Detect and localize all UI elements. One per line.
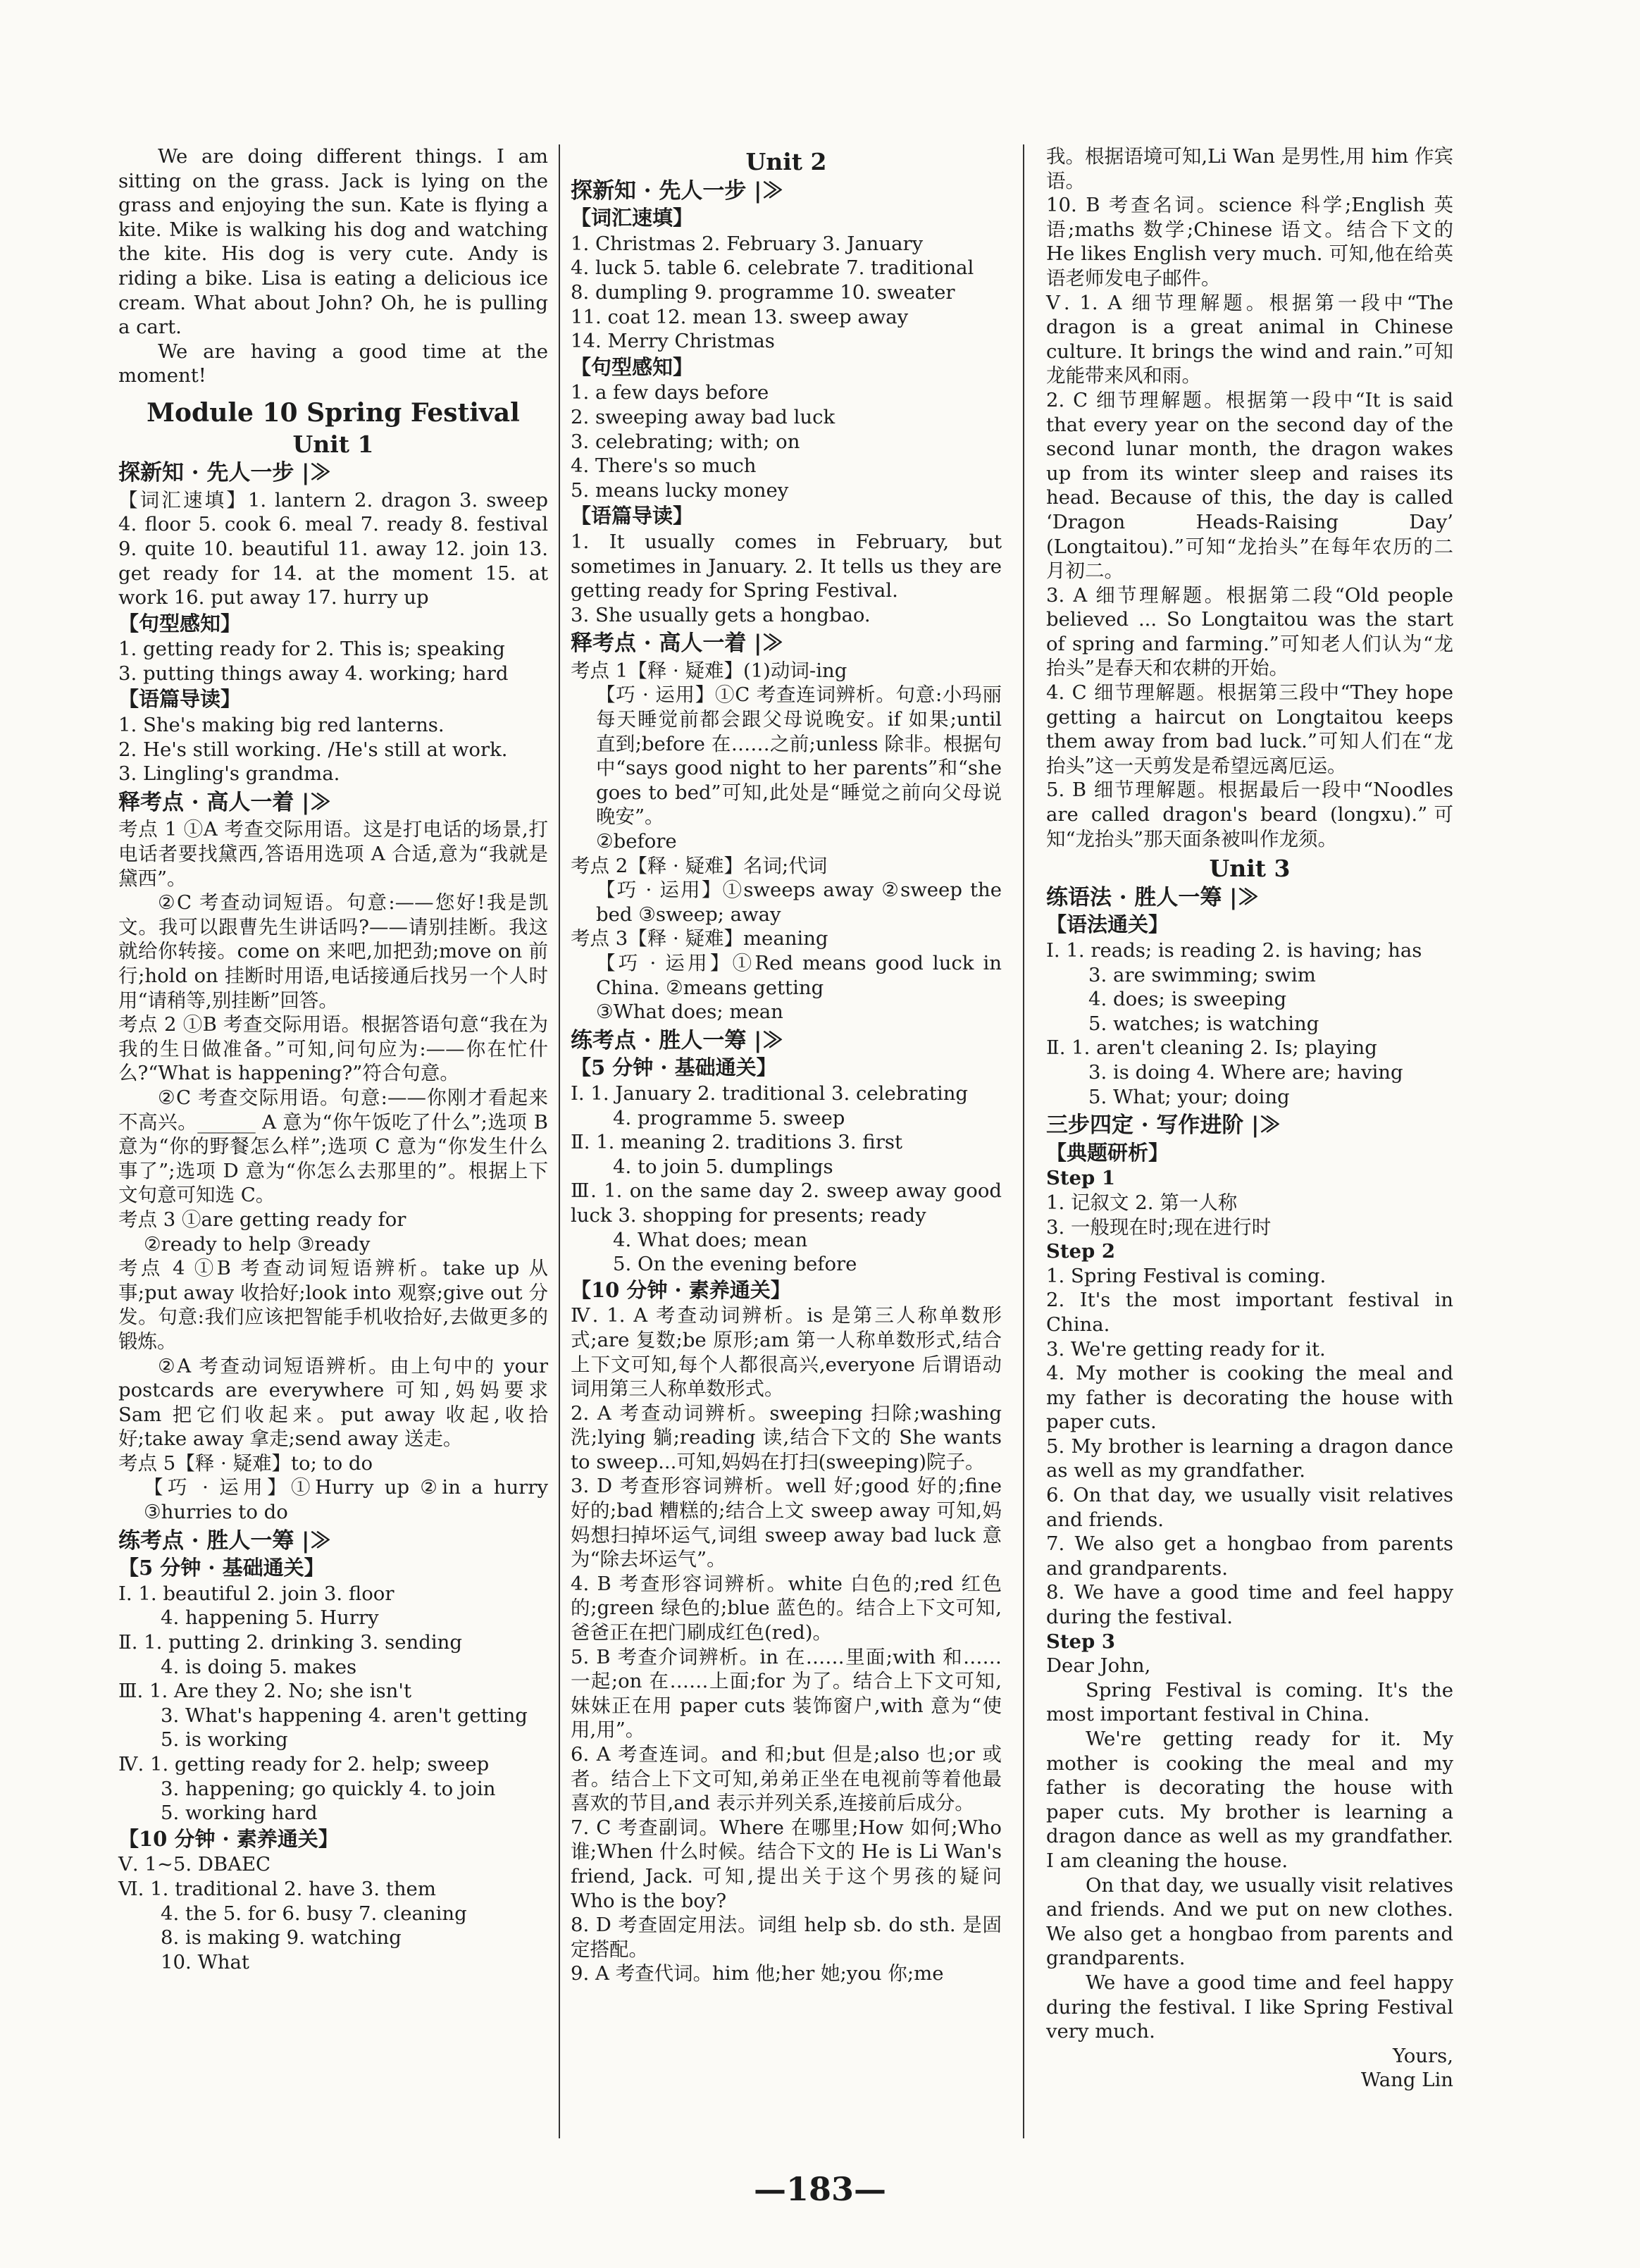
text-line: 4. B 考查形容词辨析。white 白色的;red 红色的;green 绿色的;blue 蓝色的。结合上下文可知,爸爸正在把门刷成红色(red)。 xyxy=(571,1572,1002,1644)
text-line: 考点 2 ①B 考查交际用语。根据答语句意“我在为我的生日做准备。”可知,问句应为:——你在忙什么?“What is happening?”符合句意。 xyxy=(118,1013,548,1085)
section-heading: 探新知 · 先人一步 |≫ xyxy=(571,178,784,204)
text-line: Ⅲ. 1. on the same day 2. sweep away good luck 3. shopping for presents; ready xyxy=(571,1179,1002,1227)
text-line: 8. D 考查固定用法。词组 help sb. do sth. 是固定搭配。 xyxy=(571,1914,1002,1961)
column-divider xyxy=(559,144,560,2138)
column-divider xyxy=(1023,144,1024,2138)
text-line: 考点 2【释 · 疑难】名词;代词 xyxy=(571,854,828,877)
page-number: —183— xyxy=(753,2170,887,2208)
text-line: Spring Festival is coming. It's the most important festival in China. xyxy=(1046,1678,1453,1726)
text-line: 8. We have a good time and feel happy during the festival. xyxy=(1046,1581,1453,1629)
text-line: Wang Lin xyxy=(1360,2069,1453,2092)
text-line: ②before xyxy=(596,830,677,853)
text-line: Ⅳ. 1. A 考查动词辨析。is 是第三人称单数形式;are 复数;be 原形;am 第一人称单数形式,结合上下文可知,每个人都很高兴,everyone 后谓语动词用第三人称单数形式。 xyxy=(571,1304,1002,1401)
text-line: 【词汇速填】1. lantern 2. dragon 3. sweep 4. floor 5. cook 6. meal 7. ready 8. festival 9. quite 10. beautiful 11. away 12. join 13. get ready for 14. at the moment 15. at work 16. put away 17. hurry up xyxy=(118,488,548,609)
text-line: Step 3 xyxy=(1046,1630,1115,1653)
text-line: ③What does; mean xyxy=(596,1000,783,1024)
heading: 【10 分钟 · 素养通关】 xyxy=(571,1277,791,1302)
text-line: 5. is working xyxy=(161,1728,288,1752)
text-line: 7. C 考查副词。Where 在哪里;How 如何;Who 谁;When 什么时候。结合下文的 He is Li Wan's friend, Jack. 可知,提出关于这个男孩的疑问 Who is the boy? xyxy=(571,1816,1002,1912)
text-line: 考点 3 ①are getting ready for xyxy=(118,1208,406,1231)
text-line: 4. to join 5. dumplings xyxy=(613,1155,833,1178)
text-line: 4. luck 5. table 6. celebrate 7. traditional xyxy=(571,256,974,280)
text-line: 考点 1【释 · 疑难】(1)动词-ing xyxy=(571,659,847,682)
text-line: 3. She usually gets a hongbao. xyxy=(571,603,871,626)
text-line: Step 1 xyxy=(1046,1167,1115,1190)
text-line: 14. Merry Christmas xyxy=(571,330,775,353)
heading: 【句型感知】 xyxy=(118,611,242,636)
text-line: 4. What does; mean xyxy=(613,1228,808,1251)
text-line: Ⅰ. 1. January 2. traditional 3. celebrating xyxy=(571,1082,969,1105)
text-line: Step 2 xyxy=(1046,1240,1115,1263)
text-line: 【巧 · 运用】①Hurry up ②in a hurry ③hurries to do xyxy=(144,1476,548,1524)
section-heading: 练考点 · 胜人一筹 |≫ xyxy=(571,1027,784,1053)
section-heading: 练语法 · 胜人一筹 |≫ xyxy=(1046,884,1260,910)
text-line: Ⅴ. 1. A 细节理解题。根据第一段中“The dragon is a great animal in Chinese culture. It brings the wind and rain.”可知龙能带来风和雨。 xyxy=(1046,291,1453,388)
text-line: 1. She's making big red lanterns. xyxy=(118,714,445,737)
heading: 【句型感知】 xyxy=(571,354,694,379)
text-line: Ⅴ. 1~5. DBAEC xyxy=(118,1853,271,1876)
text-line: 5. B 考查介词辨析。in 在……里面;with 和……一起;on 在……上面;for 为了。结合上下文可知,妹妹正在用 paper cuts 装饰窗户,with 意为“使用,用”。 xyxy=(571,1645,1002,1742)
text-line: 3. We're getting ready for it. xyxy=(1046,1337,1326,1361)
text-line: 6. On that day, we usually visit relatives and friends. xyxy=(1046,1484,1453,1531)
text-line: 5. What; your; doing xyxy=(1088,1085,1290,1108)
text-line: 3. What's happening 4. aren't getting xyxy=(161,1704,528,1727)
text-line: 考点 3【释 · 疑难】meaning xyxy=(571,927,828,950)
text-line: 5. working hard xyxy=(161,1802,318,1825)
text-line: 1. Spring Festival is coming. xyxy=(1046,1264,1327,1287)
text-line: We are doing different things. I am sitting on the grass. Jack is lying on the grass and enjoying the sun. Kate is flying a kite. Mike is walking his dog and watching the kite. His dog is very cute. Andy is riding a bike. Lisa is eating a delicious ice cream. What about John? Oh, he is pulling a cart. xyxy=(118,145,548,339)
text-line: 1. It usually comes in February, but sometimes in January. 2. It tells us they are getting ready for Spring Festival. xyxy=(571,530,1002,602)
text-line: 2. He's still working. /He's still at work. xyxy=(118,738,508,761)
text-line: 3. 一般现在时;现在进行时 xyxy=(1046,1215,1272,1239)
text-line: 2. A 考查动词辨析。sweeping 扫除;washing 洗;lying 躺;reading 读,结合下文的 She wants to sweep...可知,妈妈在打扫(sweeping)院子。 xyxy=(571,1401,1002,1473)
text-line: Ⅲ. 1. Are they 2. No; she isn't xyxy=(118,1680,411,1703)
text-line: 5. My brother is learning a dragon dance as well as my grandfather. xyxy=(1046,1434,1453,1482)
text-line: 3. is doing 4. Where are; having xyxy=(1088,1060,1403,1084)
text-line: 4. programme 5. sweep xyxy=(613,1106,845,1129)
text-line: ②C 考查交际用语。句意:——你刚才看起来不高兴。______ A 意为“你午饭吃了什么”;选项 B 意为“你的野餐怎么样”;选项 C 意为“你发生什么事了”;选项 D 意为“你怎么去那里的”。根据上下文句意可知选 C。 xyxy=(118,1086,548,1207)
heading: 【语篇导读】 xyxy=(571,504,694,528)
heading: Unit 3 xyxy=(1209,855,1291,883)
text-line: 4. My mother is cooking the meal and my father is decorating the house with paper cuts. xyxy=(1046,1362,1453,1434)
text-line: 4. does; is sweeping xyxy=(1088,988,1287,1011)
text-line: 10. What xyxy=(161,1950,249,1973)
heading: Module 10 Spring Festival xyxy=(147,397,520,428)
text-line: 1. 记叙文 2. 第一人称 xyxy=(1046,1191,1238,1214)
heading: Unit 1 xyxy=(292,430,374,458)
text-line: 9. A 考查代词。him 他;her 她;you 你;me xyxy=(571,1962,944,1985)
text-line: 8. dumpling 9. programme 10. sweater xyxy=(571,280,955,304)
text-line: 5. means lucky money xyxy=(571,478,789,502)
text-line: Ⅱ. 1. putting 2. drinking 3. sending xyxy=(118,1631,462,1654)
text-line: 3. putting things away 4. working; hard xyxy=(118,662,509,685)
text-line: Ⅵ. 1. traditional 2. have 3. them xyxy=(118,1877,436,1900)
text-line: 考点 1 ①A 考查交际用语。这是打电话的场景,打电话者要找黛西,答语用选项 A 合适,意为“我就是黛西”。 xyxy=(118,818,548,890)
text-line: ②A 考查动词短语辨析。由上句中的 your postcards are everywhere 可知,妈妈要求 Sam 把它们收起来。put away 收起,收拾好;take away 拿走;send away 送走。 xyxy=(118,1354,548,1451)
heading: 【10 分钟 · 素养通关】 xyxy=(118,1826,339,1851)
text-line: 4. the 5. for 6. busy 7. cleaning xyxy=(161,1902,467,1925)
section-heading: 释考点 · 高人一着 |≫ xyxy=(118,789,332,815)
text-line: 2. C 细节理解题。根据第一段中“It is said that every year on the second day of the second lunar month, the dragon wakes up from its winter sleep and raises its head. Because of this, the day is called ‘Dragon Heads-Raising Day’ (Longtaitou).”可知“龙抬头”在每年农历的二月初二。 xyxy=(1046,388,1453,583)
text-line: 1. getting ready for 2. This is; speaking xyxy=(118,638,505,661)
text-line: ②ready to help ③ready xyxy=(144,1232,371,1256)
text-line: Ⅱ. 1. aren't cleaning 2. Is; playing xyxy=(1046,1036,1377,1060)
text-line: 【巧 · 运用】①Red means good luck in China. ②means getting xyxy=(596,952,1002,999)
heading: 【语法通关】 xyxy=(1046,912,1169,937)
text-line: Ⅰ. 1. beautiful 2. join 3. floor xyxy=(118,1582,395,1605)
text-line: Ⅱ. 1. meaning 2. traditions 3. first xyxy=(571,1131,903,1154)
text-line: 我。根据语境可知,Li Wan 是男性,用 him 作宾语。 xyxy=(1046,145,1453,192)
text-line: 3. are swimming; swim xyxy=(1088,963,1316,986)
column-left xyxy=(118,144,548,1974)
heading: 【词汇速填】 xyxy=(571,206,694,230)
section-heading: 探新知 · 先人一步 |≫ xyxy=(118,460,332,486)
heading: 【典题研析】 xyxy=(1046,1140,1169,1165)
text-line: 6. A 考查连词。and 和;but 但是;also 也;or 或者。结合上下文可知,弟弟正坐在电视前等着他最喜欢的节目,and 表示并列关系,连接前后成分。 xyxy=(571,1743,1002,1815)
text-line: Yours, xyxy=(1392,2044,1453,2067)
text-line: 5. On the evening before xyxy=(613,1253,857,1276)
text-line: 2. sweeping away bad luck xyxy=(571,405,835,428)
section-heading: 三步四定 · 写作进阶 |≫ xyxy=(1046,1113,1281,1139)
text-line: 考点 4 ①B 考查动词短语辨析。take up 从事;put away 收拾好;look into 观察;give out 分发。句意:我们应该把智能手机收拾好,去做更多的锻炼。 xyxy=(118,1257,548,1353)
section-heading: 释考点 · 高人一着 |≫ xyxy=(571,631,784,657)
text-line: 【巧 · 运用】①C 考查连词辨析。句意:小玛丽每天睡觉前都会跟父母说晚安。if 如果;until 直到;before 在……之前;unless 除非。根据句中“says good night to her parents”和“she goes to bed”可知,此处是“睡觉之前向父母说晚安”。 xyxy=(596,683,1002,829)
section-heading: 练考点 · 胜人一筹 |≫ xyxy=(118,1528,332,1554)
text-line: 1. a few days before xyxy=(571,381,769,404)
text-line: 3. D 考查形容词辨析。well 好;good 好的;fine 好的;bad 糟糕的;结合上文 sweep away 可知,妈妈想扫掉坏运气,词组 sweep away bad luck 意为“除去坏运气”。 xyxy=(571,1475,1002,1571)
text-line: 4. happening 5. Hurry xyxy=(161,1606,379,1630)
column-right xyxy=(1046,144,1453,2093)
text-line: 5. B 细节理解题。根据最后一段中“Noodles are called dragon's beard (longxu).”可知“龙抬头”那天面条被叫作龙须。 xyxy=(1046,779,1453,850)
text-line: We are having a good time at the moment! xyxy=(118,340,548,388)
text-line: 考点 5【释 · 疑难】to; to do xyxy=(118,1451,373,1475)
text-line: 4. is doing 5. makes xyxy=(161,1655,357,1678)
text-line: 【巧 · 运用】①sweeps away ②sweep the bed ③sweep; away xyxy=(596,879,1002,926)
text-line: 3. A 细节理解题。根据第二段“Old people believed ... So Longtaitou was the start of spring and farming.”可知老人们认为“龙抬头”是春天和农耕的开始。 xyxy=(1046,583,1453,680)
text-line: We have a good time and feel happy during the festival. I like Spring Festival very much. xyxy=(1046,1971,1453,2043)
text-line: 2. It's the most important festival in China. xyxy=(1046,1289,1453,1336)
heading: Unit 2 xyxy=(745,148,827,175)
text-line: Ⅳ. 1. getting ready for 2. help; sweep xyxy=(118,1753,490,1776)
heading: 【5 分钟 · 基础通关】 xyxy=(571,1055,777,1080)
text-line: 10. B 考查名词。science 科学;English 英语;maths 数学;Chinese 语文。结合下文的 He likes English very much. 可知,他在给英语老师发电子邮件。 xyxy=(1046,194,1453,290)
text-line: 3. Lingling's grandma. xyxy=(118,762,340,786)
text-line: 7. We also get a hongbao from parents and grandparents. xyxy=(1046,1532,1453,1580)
text-line: 1. Christmas 2. February 3. January xyxy=(571,232,924,255)
text-line: Ⅰ. 1. reads; is reading 2. is having; has xyxy=(1046,939,1422,962)
text-line: 4. There's so much xyxy=(571,454,757,478)
text-line: We're getting ready for it. My mother is cooking the meal and my father is decorating the house with paper cuts. My brother is learning a dragon dance as well as my grandfather. I am cleaning the house. xyxy=(1046,1728,1453,1872)
text-line: On that day, we usually visit relatives and friends. And we put on new clothes. We also get a hongbao from parents and grandparents. xyxy=(1046,1873,1453,1970)
heading: 【语篇导读】 xyxy=(118,687,242,712)
heading: 【5 分钟 · 基础通关】 xyxy=(118,1556,325,1580)
text-line: Dear John, xyxy=(1046,1654,1151,1678)
text-line: 8. is making 9. watching xyxy=(161,1926,402,1950)
text-line: 11. coat 12. mean 13. sweep away xyxy=(571,305,909,328)
text-line: 3. happening; go quickly 4. to join xyxy=(161,1777,496,1800)
text-line: 5. watches; is watching xyxy=(1088,1012,1319,1035)
text-line: 4. C 细节理解题。根据第三段中“They hope getting a haircut on Longtaitou keeps them away from bad luck.”可知人们在“龙抬头”这一天剪发是希望远离厄运。 xyxy=(1046,681,1453,777)
text-line: 3. celebrating; with; on xyxy=(571,430,800,453)
text-line: ②C 考查动词短语。句意:——您好!我是凯文。我可以跟曹先生讲话吗?——请别挂断。我这就给你转接。come on 来吧,加把劲;move on 前行;hold on 挂断时用语,电话接通后找另一个人时用“请稍等,别挂断”回答。 xyxy=(118,891,548,1012)
column-middle xyxy=(571,144,1002,1986)
